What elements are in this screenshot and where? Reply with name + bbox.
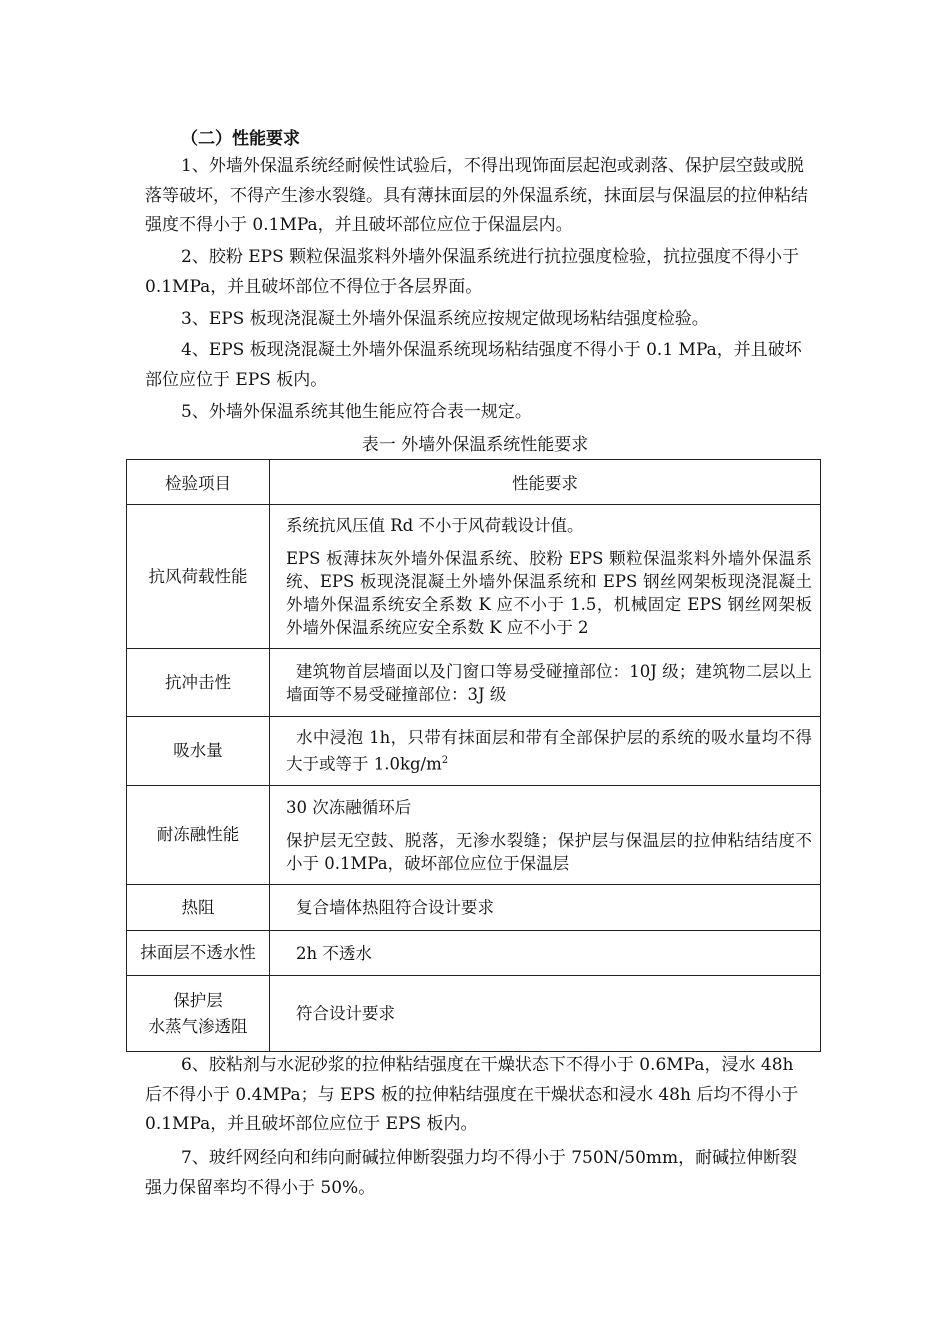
paragraph-6: 6、胶粘剂与水泥砂浆的拉伸粘结强度在干燥状态下不得小于 0.6MPa，浸水 48h 后不得小于 0.4MPa；与 EPS 板的拉伸粘结强度在干燥状态和浸水 48h 后均不得小于 0.1MPa，并且破坏部位应位于 EPS 板内。 <box>145 1055 799 1134</box>
row-item: 吸水量 <box>127 717 270 786</box>
row-item: 热阻 <box>127 885 270 931</box>
table-row <box>127 717 821 786</box>
table-header-row <box>127 460 821 505</box>
paragraph-1: 1、外墙外保温系统经耐候性试验后，不得出现饰面层起泡或剥落、保护层空鼓或脱落等破坏，不得产生渗水裂缝。具有薄抹面层的外保温系统，抹面层与保温层的拉伸粘结强度不得小于 0.1MPa，并且破坏部位应位于保温层内。 <box>145 156 808 235</box>
superscript: 2 <box>441 755 449 767</box>
row-item: 抹面层不透水性 <box>127 931 270 976</box>
requirement-line: 建筑物首层墙面以及门窗口等易受碰撞部位：10J 级；建筑物二层以上墙面等不易受碰撞部位：3J 级 <box>286 661 812 704</box>
table-row <box>127 976 821 1052</box>
requirement-line: 复合墙体热阻符合设计要求 <box>296 898 494 917</box>
row-item <box>127 976 270 1052</box>
requirement-line: 符合设计要求 <box>296 1004 395 1023</box>
paragraph-3: 3、EPS 板现浇混凝土外墙外保温系统应按规定做现场粘结强度检验。 <box>181 309 709 329</box>
row-requirement <box>270 717 821 786</box>
table-row <box>127 931 821 976</box>
table-row <box>127 505 821 649</box>
table-row <box>127 786 821 885</box>
row-requirement <box>270 786 821 885</box>
header-item: 检验项目 <box>127 460 270 505</box>
requirement-line: EPS 板薄抹灰外墙外保温系统、胶粉 EPS 颗粒保温浆料外墙外保温系统、EPS 板现浇混凝土外墙外保温系统和 EPS 钢丝网架板现浇混凝土外墙外保温系统安全系数 K 应不小于 1.5，机械固定 EPS 钢丝网架板外墙外保温系统应安全系数 K 应不小于 2 <box>286 549 812 637</box>
row-requirement <box>270 931 821 976</box>
row-requirement <box>270 505 821 649</box>
row-item-line: 水蒸气渗透阻 <box>148 1016 248 1036</box>
paragraph-2: 2、胶粉 EPS 颗粒保温浆料外墙外保温系统进行抗拉强度检验，抗拉强度不得小于 0.1MPa，并且破坏部位不得位于各层界面。 <box>145 247 800 297</box>
row-item: 抗风荷载性能 <box>127 505 270 649</box>
performance-table <box>126 459 821 1052</box>
requirement-line: 2h 不透水 <box>296 943 372 963</box>
table-row <box>127 885 821 931</box>
row-item-line: 保护层 <box>173 990 223 1010</box>
row-item: 抗冲击性 <box>127 649 270 717</box>
row-requirement <box>270 649 821 717</box>
requirement-line <box>286 726 812 776</box>
paragraph-7: 7、玻纤网经向和纬向耐碱拉伸断裂强力均不得小于 750N/50mm，耐碱拉伸断裂强力保留率均不得小于 50%。 <box>145 1148 798 1198</box>
requirement-line: 30 次冻融循环后 <box>286 797 412 817</box>
paragraph-4: 4、EPS 板现浇混凝土外墙外保温系统现场粘结强度不得小于 0.1 MPa，并且破坏部位应位于 EPS 板内。 <box>145 340 802 390</box>
table-caption: 表一 外墙外保温系统性能要求 <box>361 435 589 455</box>
table-row <box>127 649 821 717</box>
header-requirement: 性能要求 <box>270 460 821 505</box>
requirement-line: 保护层无空鼓、脱落，无渗水裂缝；保护层与保温层的拉伸粘结结度不小于 0.1MPa，破坏部位应位于保温层 <box>286 830 812 873</box>
section-heading: （二）性能要求 <box>181 129 300 149</box>
requirement-line: 系统抗风压值 Rd 不小于风荷载设计值。 <box>286 516 584 535</box>
requirement-text: 水中浸泡 1h，只带有抹面层和带有全部保护层的系统的吸水量均不得大于或等于 1.0kg/m <box>286 728 812 774</box>
row-requirement <box>270 885 821 931</box>
row-item: 耐冻融性能 <box>127 786 270 885</box>
row-requirement <box>270 976 821 1052</box>
paragraph-5: 5、外墙外保温系统其他生能应符合表一规定。 <box>181 402 532 422</box>
